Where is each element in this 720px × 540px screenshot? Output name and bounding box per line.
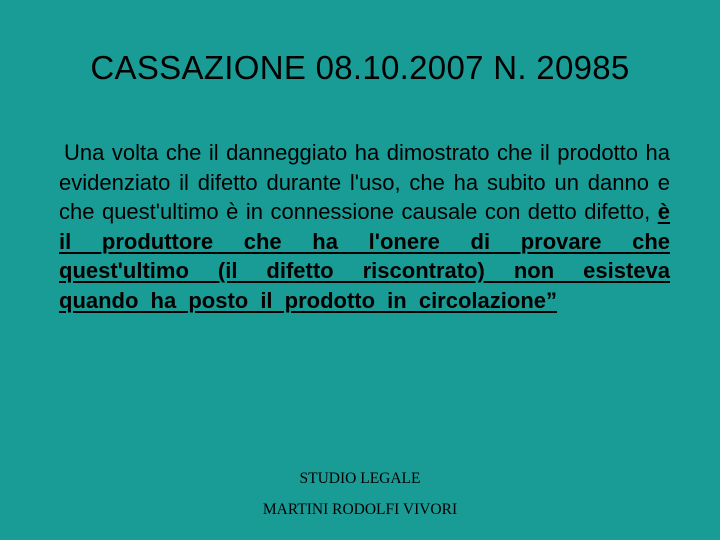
footer-firm-line1: STUDIO LEGALE [299, 470, 421, 487]
quote-plain-text: Una volta che il danneggiato ha dimostrato che il prodotto ha evidenziato il difetto durante l'uso, che ha subito un danno e che quest'ultimo è in connessione causale con detto difetto, [59, 140, 670, 224]
slide-title: CASSAZIONE 08.10.2007 N. 20985 [90, 49, 630, 86]
quote-paragraph [59, 138, 670, 315]
footer-firm-line2: MARTINI RODOLFI VIVORI [262, 501, 458, 518]
quote-emphasized-text: è il produttore che ha l'onere di provare che quest'ultimo (il difetto riscontrato) non esisteva quando ha posto il prodotto in circolazione” [59, 199, 670, 313]
